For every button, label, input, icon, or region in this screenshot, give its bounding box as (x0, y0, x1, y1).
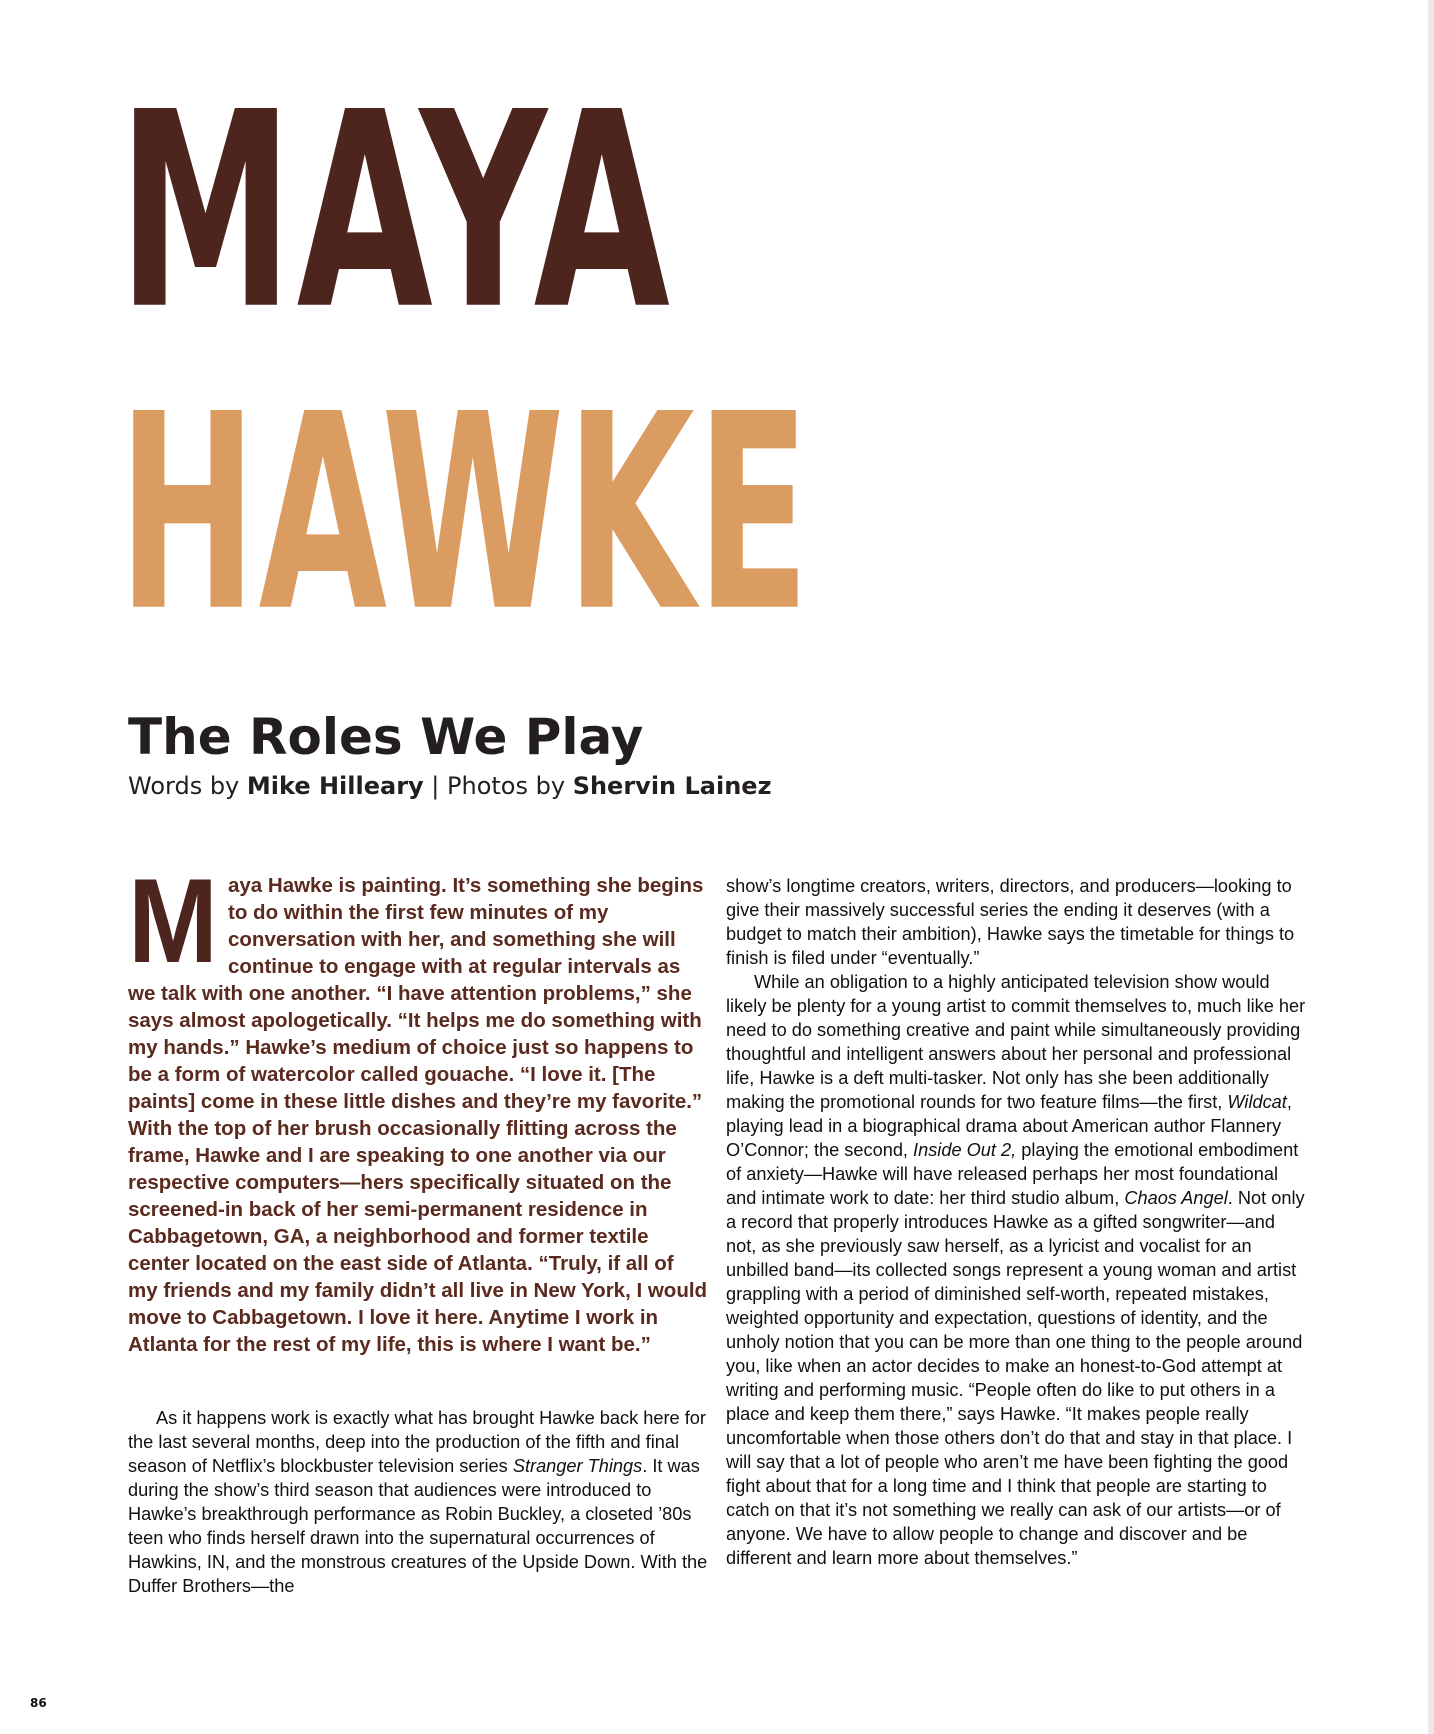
article-paragraph-2 (128, 1406, 708, 1598)
title-last-name: HAWKE (118, 357, 812, 672)
title-first-name: MAYA (118, 55, 674, 370)
byline-separator: | (423, 772, 448, 800)
byline-words-prefix: Words by (128, 772, 247, 800)
paragraph-3-text-a: While an obligation to a highly anticipated television show would likely be plenty for a young artist to commit themselves to, much like her need to do something creative and paint while simultaneously providing thoughtful and intelligent answers about her personal and professional life, Hawke is a deft multi-tasker. Not only has she been additionally making the promotional rounds for two feature films—the first, (726, 972, 1306, 1112)
byline-author: Mike Hilleary (246, 772, 424, 800)
film-title-wildcat: Wildcat (1227, 1092, 1287, 1112)
byline-photographer: Shervin Lainez (572, 772, 772, 800)
paragraph-2-text-a: As it happens work is exactly what has brought Hawke back here for the last several months, deep into the production of the fifth and final season of Netflix’s blockbuster television series (128, 1408, 706, 1476)
film-title-inside-out-2: Inside Out 2, (913, 1140, 1017, 1160)
article-column-right (726, 874, 1306, 1570)
article-lede (128, 854, 708, 1358)
byline-photos-prefix: Photos by (447, 772, 573, 800)
album-title-chaos-angel: Chaos Angel (1124, 1188, 1228, 1208)
lede-text: aya Hawke is painting. It’s something she begins to do within the first few minutes of my conversation with her, and something she will continue to engage with at regular intervals as we talk with one another. “I have attention problems,” she says almost apologetically. “It helps me do something with my hands.” Hawke’s medium of choice just so happens to be a form of watercolor called gouache. “I love it. [The paints] come in these little dishes and they’re my favorite.” With the top of her brush occasionally flitting across the frame, Hawke and I are speaking to one another via our respective computers—hers specifically situated on the screened-in back of her semi-permanent residence in Cabbagetown, GA, a neighborhood and former textile center located on the east side of Atlanta. “Truly, if all of my friends and my family didn’t all live in New York, I would move to Cabbagetown. I love it here. Anytime I work in Atlanta for the rest of my life, this is where I want be.” (128, 874, 708, 1356)
article-column-left (128, 854, 708, 1598)
page-number: 86 (30, 1696, 47, 1710)
show-title-stranger-things: Stranger Things (512, 1456, 643, 1476)
byline (128, 772, 772, 800)
article-paragraph-2-continued: show’s longtime creators, writers, directors, and producers—looking to give their massively successful series the ending it deserves (with a budget to match their ambition), Hawke says the timetable for things to finish is filed under “eventually.” (726, 876, 1295, 968)
page-edge (1428, 0, 1434, 1734)
paragraph-2-text-b: . It was during the show’s third season that audiences were introduced to Hawke’s breakthrough performance as Robin Buckley, a closeted ’80s teen who finds herself drawn into the supernatural occurrences of Hawkins, IN, and the monstrous creatures of the Upside Down. With the Duffer Brothers—the (128, 1456, 708, 1596)
article-paragraph-3 (726, 970, 1306, 1570)
paragraph-3-text-c: playing the emotional embodiment of anxiety—Hawke will have released perhaps her most foundational and intimate work to date: her third studio album, (726, 1140, 1299, 1208)
paragraph-3-text-b: , playing lead in a biographical drama about American author Flannery O’Connor; the second, (726, 1092, 1292, 1160)
paragraph-3-text-d: . Not only a record that properly introduces Hawke as a gifted songwriter—and not, as she previously saw herself, as a lyricist and vocalist for an unbilled band—its collected songs represent a young woman and artist grappling with a period of diminished self-worth, repeated mistakes, weighted opportunity and expectation, questions of identity, and the unholy notion that you can be more than one thing to the people around you, like when an actor decides to make an honest-to-God attempt at writing and performing music. “People often do like to put others in a place and keep them there,” says Hawke. “It makes people really uncomfortable when those others don’t do that and stay in that place. I will say that a lot of people who aren’t me have been fighting the good fight about that for a long time and I think that people are starting to catch on that it’s not something we really can ask of our artists—or of anyone. We have to allow people to change and discover and be different and learn more about themselves.” (726, 1188, 1305, 1568)
drop-cap: M (128, 854, 218, 988)
article-subtitle: The Roles We Play (128, 708, 644, 766)
